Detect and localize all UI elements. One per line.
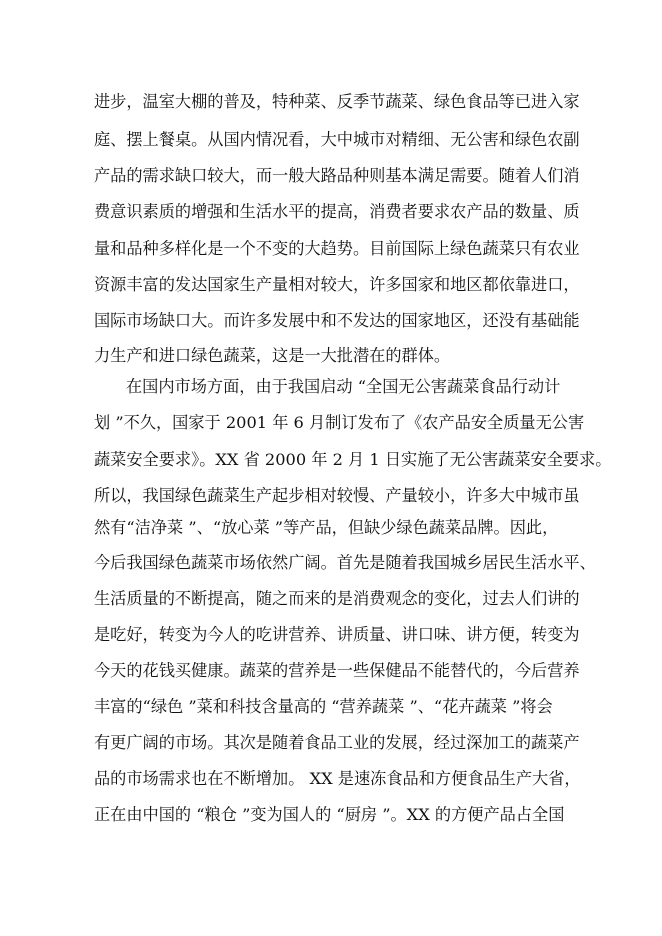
text-line: 费意识素质的增强和生活水平的提高，消费者要求农产品的数量、质 bbox=[94, 202, 580, 221]
paragraph-first-line: 在国内市场方面，由于我国启动 “全国无公害蔬菜食品行动计 bbox=[126, 377, 561, 396]
text-line: 是吃好，转变为今人的吃讲营养、讲质量、讲口味、讲方便，转变为 bbox=[94, 625, 580, 644]
text-line: 力生产和进口绿色蔬菜，这是一大批潜在的群体。 bbox=[94, 346, 451, 365]
text-line: 国际市场缺口大。而许多发展中和不发达的国家地区，还没有基础能 bbox=[94, 311, 580, 330]
text-line: 丰富的“绿色 ”菜和科技含量高的 “营养蔬菜 ”、“花卉蔬菜 ”将会 bbox=[94, 697, 553, 716]
text-line: 产品的需求缺口较大，而一般大路品种则基本满足需要。随着人们消 bbox=[94, 166, 580, 185]
text-line: 划 ”不久，国家于 2001 年 6 月制订发布了《农产品安全质量无公害 bbox=[94, 413, 585, 432]
text-line: 庭、摆上餐桌。从国内情况看，大中城市对精细、无公害和绿色农副 bbox=[94, 130, 580, 149]
text-line: 今天的花钱买健康。蔬菜的营养是一些保健品不能替代的，今后营养 bbox=[94, 661, 580, 680]
text-line: 蔬菜安全要求》。XX 省 2000 年 2 月 1 日实施了无公害蔬菜安全要求。 bbox=[94, 450, 612, 469]
text-line: 量和品种多样化是一个不变的大趋势。目前国际上绿色蔬菜只有农业 bbox=[94, 239, 580, 258]
text-line: 然有“洁净菜 ”、“放心菜 ”等产品，但缺少绿色蔬菜品牌。因此， bbox=[94, 518, 559, 537]
text-line: 进步，温室大棚的普及，特种菜、反季节蔬菜、绿色食品等已进入家 bbox=[94, 92, 580, 111]
text-line: 品的市场需求也在不断增加。 XX 是速冻食品和方便食品生产大省， bbox=[94, 769, 581, 788]
text-line: 生活质量的不断提高，随之而来的是消费观念的变化，过去人们讲的 bbox=[94, 589, 580, 608]
text-line: 有更广阔的市场。其次是随着食品工业的发展，经过深加工的蔬菜产 bbox=[94, 733, 580, 752]
text-line: 正在由中国的 “粮仓 ”变为国人的 “厨房 ”。XX 的方便产品占全国 bbox=[94, 805, 565, 824]
text-line: 资源丰富的发达国家生产量相对较大，许多国家和地区都依靠进口， bbox=[94, 275, 580, 294]
text-line: 所以，我国绿色蔬菜生产起步相对较慢、产量较小，许多大中城市虽 bbox=[94, 486, 580, 505]
text-line: 今后我国绿色蔬菜市场依然广阔。首先是随着我国城乡居民生活水平、 bbox=[94, 553, 596, 572]
